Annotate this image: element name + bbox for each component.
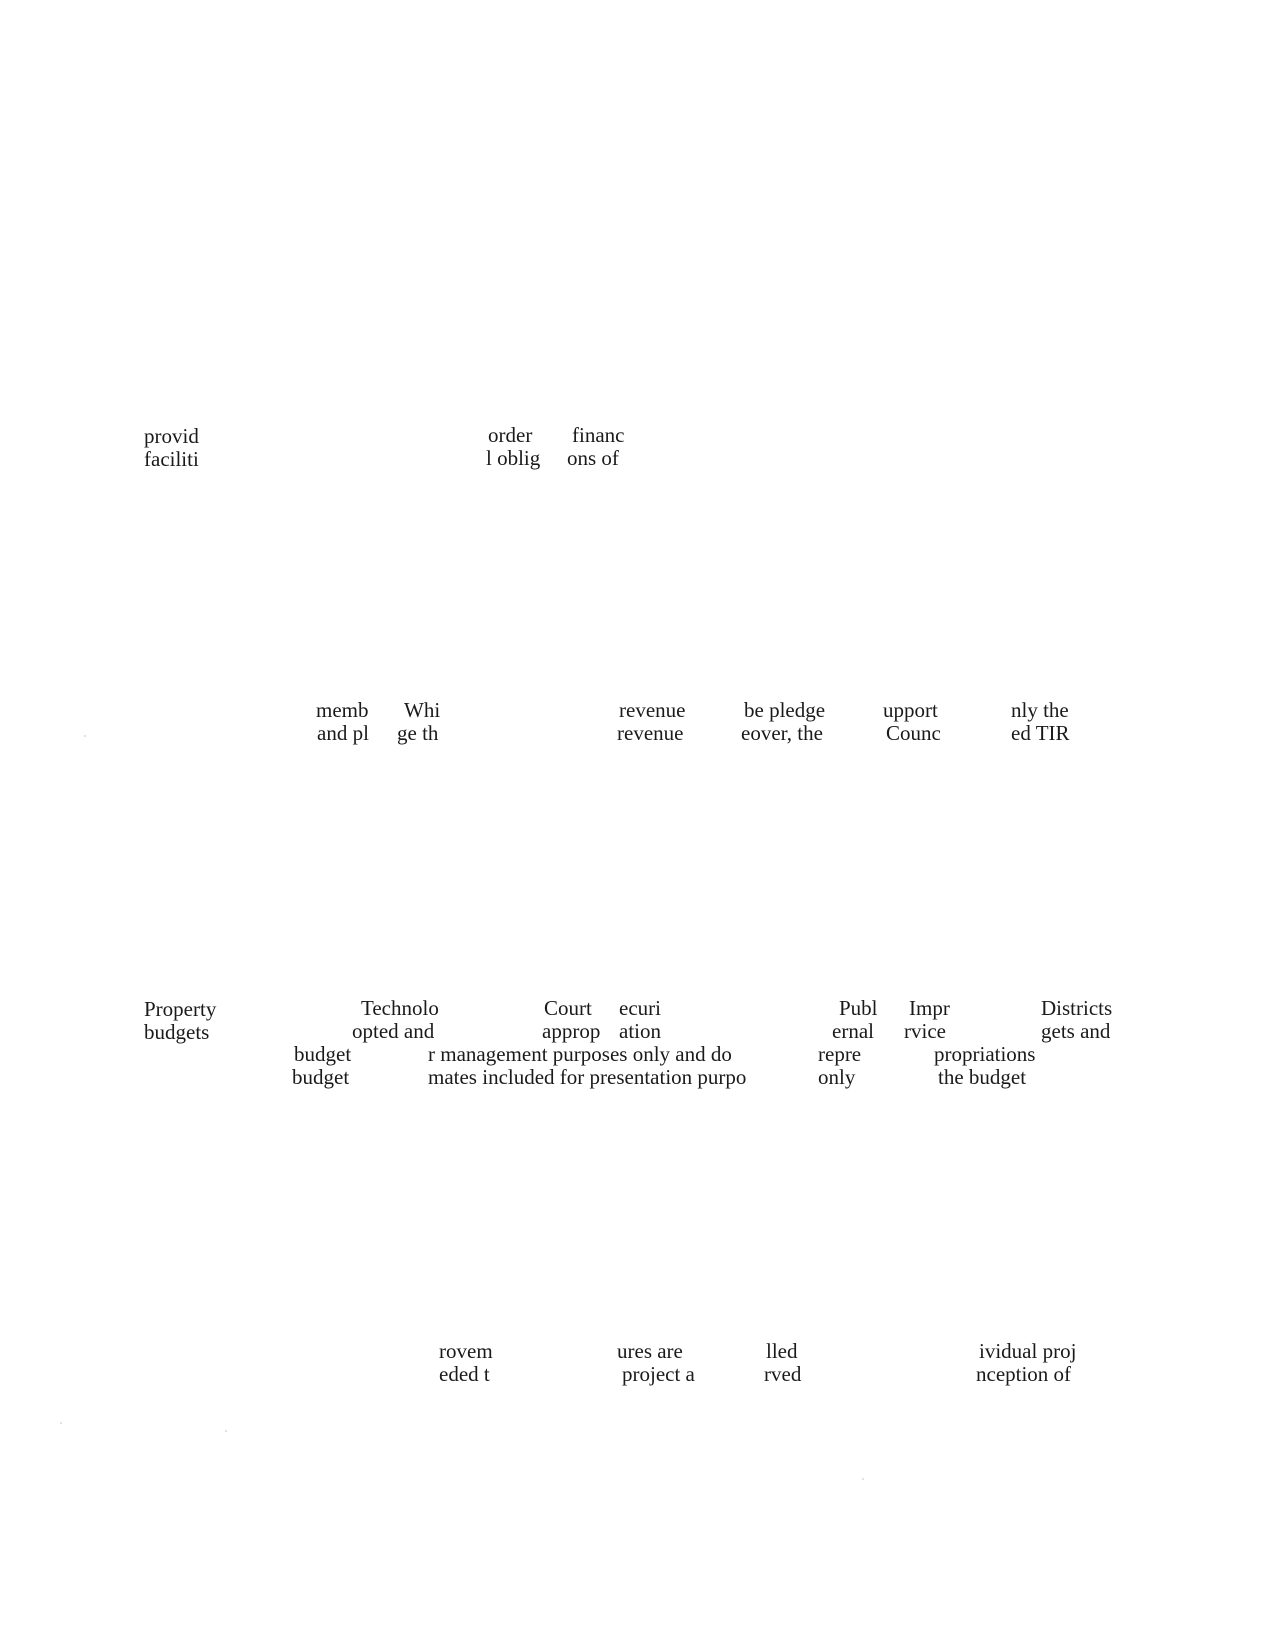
text-fragment: budget (292, 1065, 350, 1089)
text-fragment: ation (619, 1019, 661, 1043)
text-fragment: upport (883, 698, 938, 722)
text-fragment: memb (316, 698, 369, 722)
text-fragment: the budget (938, 1065, 1027, 1089)
text-fragment: order (488, 423, 533, 447)
text-fragment: lled (766, 1339, 798, 1363)
text-fragment: Counc (886, 721, 941, 745)
text-fragment: ernal (832, 1019, 874, 1043)
text-fragment: nly the (1011, 698, 1069, 722)
text-fragment: rved (764, 1362, 802, 1386)
text-fragment: propriations (934, 1042, 1036, 1066)
text-fragment: Technolo (361, 996, 439, 1020)
scan-speck (60, 1422, 62, 1424)
text-fragment: rovem (439, 1339, 493, 1363)
text-fragment: ividual proj (979, 1339, 1077, 1363)
scan-speck (84, 735, 86, 737)
text-fragment: budget (294, 1042, 352, 1066)
text-fragment: r management purposes only and do (428, 1042, 732, 1066)
text-fragment: budgets (144, 1020, 210, 1044)
text-fragment: Districts (1041, 996, 1113, 1020)
text-fragment: approp (542, 1019, 601, 1043)
text-fragment: ecuri (619, 996, 661, 1020)
text-fragment: Impr (909, 996, 950, 1020)
text-fragment: and pl (317, 721, 369, 745)
text-fragment: gets and (1041, 1019, 1111, 1043)
text-fragment: repre (818, 1042, 862, 1066)
text-fragment: l oblig (486, 446, 541, 470)
text-fragment: revenue (617, 721, 684, 745)
scan-speck (225, 1430, 227, 1432)
scan-speck (862, 1478, 864, 1480)
text-fragment: rvice (904, 1019, 946, 1043)
text-fragment: Publ (839, 996, 878, 1020)
text-fragment: ge th (397, 721, 439, 745)
text-fragment: eover, the (741, 721, 823, 745)
text-fragment: Property (144, 997, 217, 1021)
text-fragment: revenue (619, 698, 686, 722)
text-fragment: Whi (404, 698, 441, 722)
text-fragment: be pledge (744, 698, 826, 722)
text-fragment: eded t (439, 1362, 490, 1386)
text-fragment: project a (622, 1362, 695, 1386)
text-fragment: ed TIR (1011, 721, 1070, 745)
text-fragment: financ (572, 423, 625, 447)
text-fragment: faciliti (144, 447, 199, 471)
text-fragment: only (818, 1065, 856, 1089)
text-fragment: ures are (617, 1339, 683, 1363)
text-fragment: nception of (976, 1362, 1072, 1386)
text-fragment: mates included for presentation purpo (428, 1065, 747, 1089)
text-fragment: Court (544, 996, 592, 1020)
text-fragment: ons of (567, 446, 619, 470)
text-fragment: provid (144, 424, 199, 448)
text-fragment: opted and (352, 1019, 435, 1043)
